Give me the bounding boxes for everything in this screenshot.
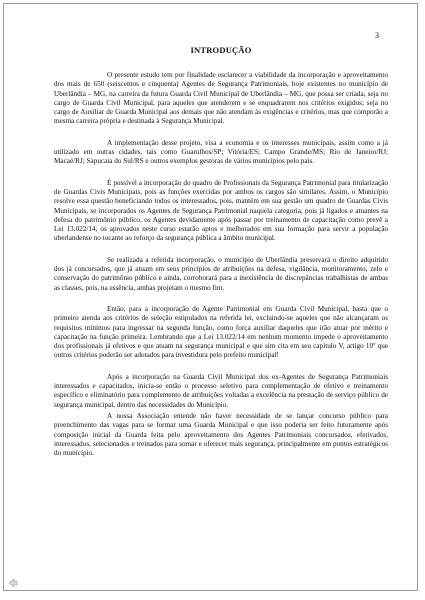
paragraph-5: Então, para a incorporação de Agente Patrimonial em Guarda Civil Municipal, basta que o primeiro atenda aos critérios de seleção estipulados na referida lei, excluindo-se aqueles que não alcançaram os requisitos mínimos para ingressar na segunda função, como força auxiliar daqueles que irão atuar por mérito e capacitação na função primeira. Lembrando que a Lei 13.022/14 em nenhum momento impede o aproveitamento dos profissionais já efetivos e que atuam na segurança municipal e que sim cita em seu capítulo V, artigo 10º que outros critérios poderão ser adotados para investidura pelo prefeito municipal! bbox=[54, 304, 388, 360]
paragraph-2: A implementação desse projeto, visa a economia e os interesses municipais, assim como a já utilizado em outras cidades, tais como Guarulhos/SP; Vitória/ES; Campo Grande/MS; Rio de Janeiro/RJ; Macaé/RJ; Sapucaia do Sul/RS e outros exemplos gestoras de vários municípios pelo país. bbox=[54, 138, 388, 166]
paragraph-3: É possível a incorporação do quadro de Profissionais da Segurança Patrimonial para titularização de Guardas Civis Municipais, pois as funções exercidas por ambos os cargos são similares. Assim, o Município resolve essa questão beneficiando todos os interessados, pois, mantém em sua gestão um quadro de Guardas Civis Municipais, se incorporados os Agentes de Segurança Patrimonial naquela categoria, pois já ligados e atuantes na defesa do patrimônio público, os Agentes devidamente após passar por treinamento de capacitação como prevê a Lei 13.022/14, os aprovados neste curso estarão aptos e melhorados em sua formação para servir a população uberlandense no tocante ao reforço da segurança pública a âmbito municipal. bbox=[54, 178, 388, 243]
page-number: 3 bbox=[375, 31, 379, 40]
page-title: INTRODUÇÃO bbox=[190, 45, 252, 55]
arrow-left-icon[interactable] bbox=[8, 578, 18, 588]
document-page bbox=[3, 3, 418, 591]
paragraph-4: Se realizada a referida incorporação, o município de Uberlândia preservará o direito adquirido dos já concursados, que já atuam em seus princípios de atribuições na defesa, vigilância, monitoramento, zelo e conservação do patrimônio público e ainda, corroborará para a inexistência de discrepâncias trabalhistas de ambas as classes, pois, na essência, ambas projetam o mesmo fim. bbox=[54, 255, 388, 292]
paragraph-7: A nossa Associação entende não haver necessidade de se lançar concurso público para preenchimento das vagas para se formar uma Guarda Municipal e que isso poderia ser feito futuramente após composição inicial da Guarda feita pelo aproveitamento dos Agentes Patrimoniais concursados, efetivados, interessados, selecionados e treinados para somar e oferecer mais segurança, principalmente em pontos estratégicos do município. bbox=[54, 411, 388, 458]
paragraph-6: Após a incorporação na Guarda Civil Municipal dos ex-Agentes de Segurança Patrimoniais interessados e capacitados, inicia-se então o processo seletivo para complementação de efetivo e treinamento específico e eliminatório para complemento de atribuições voltadas a excelência na prestação de serviço público de segurança municipal, dentro das necessidades do Município. bbox=[54, 372, 388, 409]
page-content bbox=[54, 45, 388, 470]
paragraph-1: O presente estudo tem por finalidade esclarecer a viabilidade da incorporação e aproveitamento dos mais de 650 (seiscentos e cinquenta) Agentes de Segurança Patrimoniais, hoje existentes no município de Uberlândia – MG, na carreira da futura Guarda Civil Municipal de Uberlândia – MG, que possa ser criada, seja no cargo de Guarda Civil Municipal, para aqueles que atenderem e se enquadrarem nos critérios exigidos; seja no cargo de Auxiliar de Guarda Municipal aos demais que não atendam às exigências e critérios, mas que comporão a mesma carreira própria e destinada à Segurança Municipal. bbox=[54, 71, 388, 126]
